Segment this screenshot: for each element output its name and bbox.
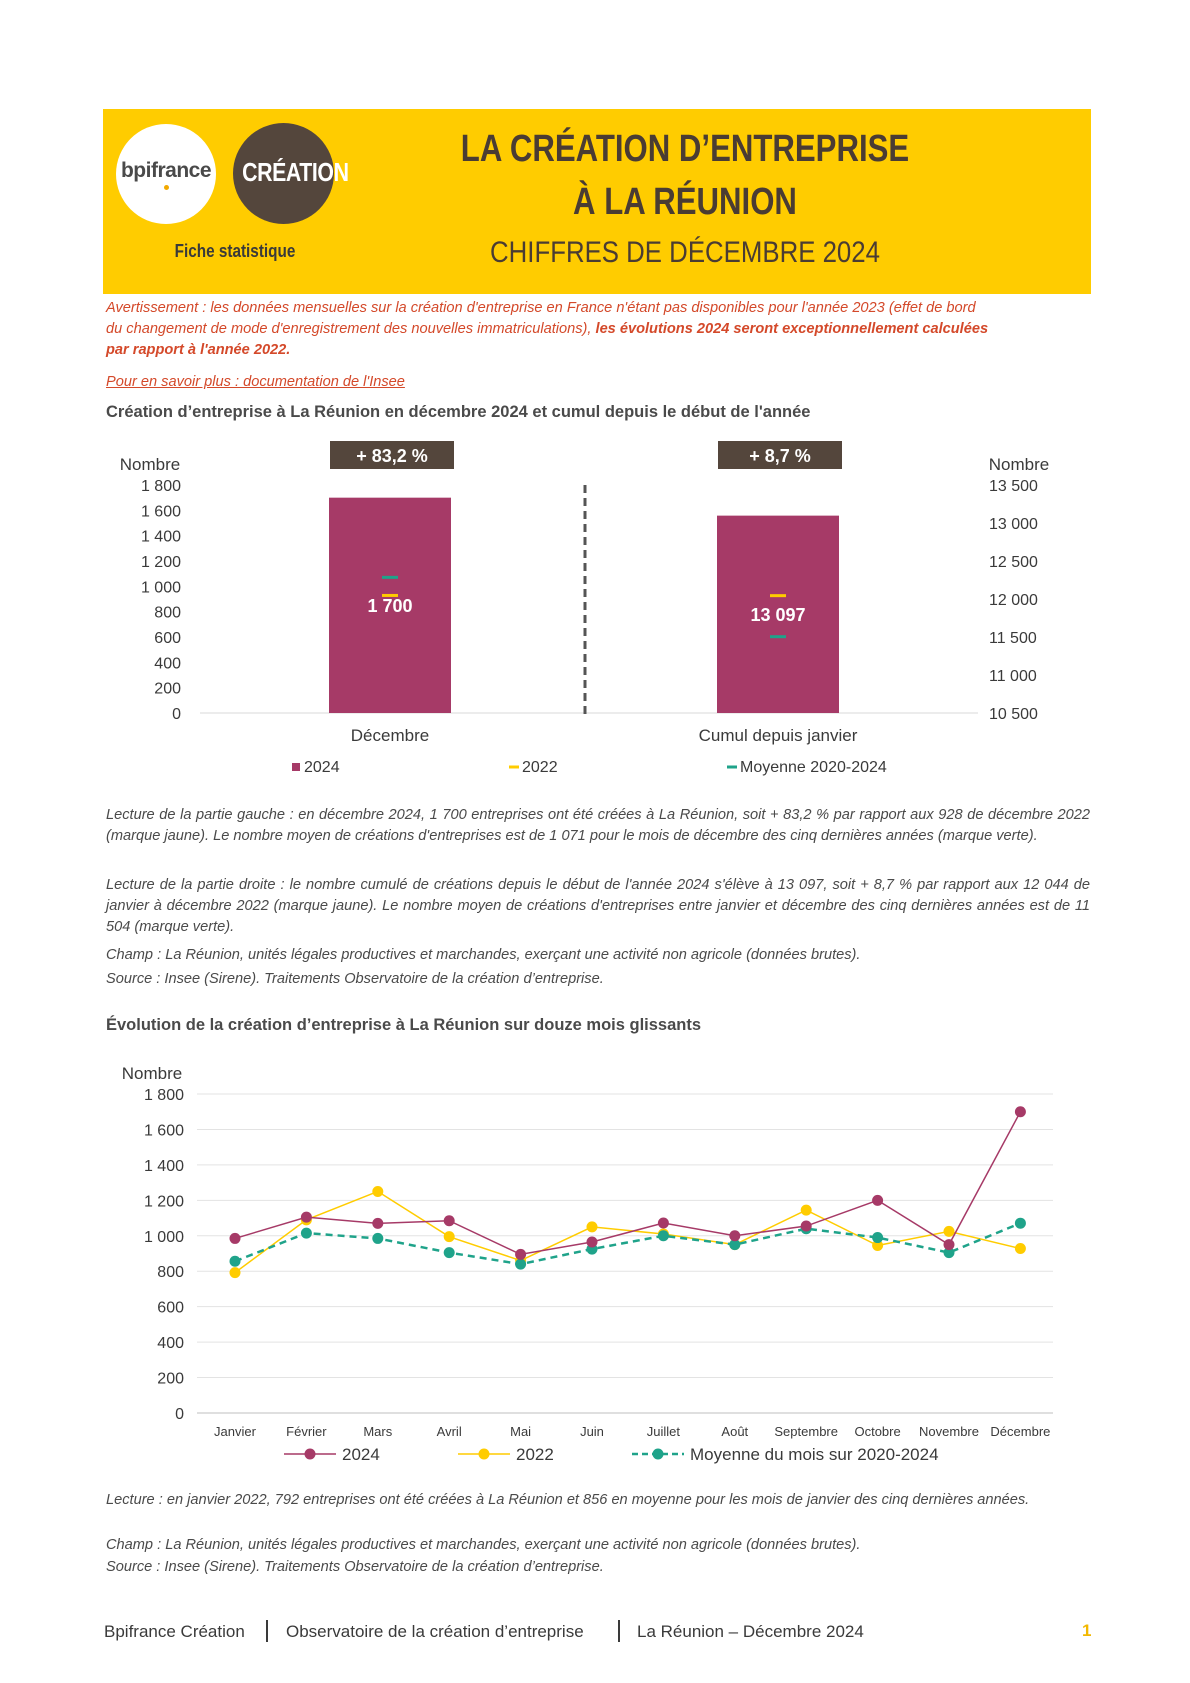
chart1-title: Création d’entreprise à La Réunion en décembre 2024 et cumul depuis le début de l'année [106, 403, 811, 421]
chart1-right-tick-label: 13 500 [989, 478, 1038, 495]
insee-documentation-link[interactable]: Pour en savoir plus : documentation de l'Insee [106, 374, 405, 390]
chart2-y-tick-label: 800 [157, 1264, 184, 1282]
chart2-data-point [301, 1212, 312, 1223]
chart2-y-tick-label: 400 [157, 1335, 184, 1353]
chart2-source: Source : Insee (Sirene). Traitements Observatoire de la création d’entreprise. [106, 1559, 604, 1575]
chart2-data-point [587, 1221, 598, 1232]
chart2-data-point [372, 1218, 383, 1229]
chart1-legend-swatch-2024 [292, 763, 300, 771]
chart2-y-tick-label: 1 600 [143, 1122, 184, 1140]
footer-separator [618, 1620, 620, 1642]
warning-line2-normal: du changement de mode d'enregistrement des nouvelles immatriculations), [106, 321, 592, 337]
warning-line3-bold: par rapport à l'année 2022. [106, 342, 291, 358]
chart2-y-tick-label: 1 400 [143, 1157, 184, 1175]
creation-logo-text: CRÉATION [242, 157, 349, 187]
chart1-lecture-right: Lecture de la partie droite : le nombre cumulé de créations depuis le début de l'année 2024 s'élève à 13 097, soit + 8,7 % par rapport aux 12 044 de janvier à décembre 2022 (marque jaune). Le nombre moyen de créations d'entreprises entre janvier et décembre des cinq dernières années est de 11 504 (marque verte). [106, 877, 1090, 935]
chart1-right-tick-label: 13 000 [989, 516, 1038, 533]
chart2-data-point [230, 1267, 241, 1278]
chart1-left-tick-label: 1 200 [140, 554, 181, 571]
chart2-series-line [235, 1112, 1020, 1255]
chart1-right-tick-label: 12 500 [989, 554, 1038, 571]
chart2-data-point [444, 1215, 455, 1226]
chart2-data-point [515, 1259, 526, 1270]
chart1-right-axis-label: Nombre [988, 455, 1050, 474]
chart2-data-point [944, 1226, 955, 1237]
chart2-data-point [658, 1218, 669, 1229]
chart2-data-point [230, 1233, 241, 1244]
fiche-statistique-label: Fiche statistique [174, 241, 296, 261]
chart2-line-chart [0, 1055, 1190, 1485]
chart1-category-label: Cumul depuis janvier [698, 726, 858, 745]
chart1-evolution-label: + 8,7 % [749, 446, 811, 466]
chart2-data-point [301, 1228, 312, 1239]
chart2-data-point [944, 1239, 955, 1250]
chart2-data-point [801, 1221, 812, 1232]
chart2-y-axis-label: Nombre [121, 1064, 183, 1083]
chart2-y-tick-label: 1 000 [143, 1228, 184, 1246]
chart2-data-point [872, 1232, 883, 1243]
chart2-champ: Champ : La Réunion, unités légales productives et marchandes, exerçant une activité non agricole (données brutes). [106, 1537, 861, 1553]
chart2-data-point [658, 1230, 669, 1241]
chart2-y-tick-label: 0 [175, 1406, 184, 1423]
warning-line2-bold: les évolutions 2024 seront exceptionnellement calculées [595, 321, 989, 337]
chart2-y-tick-label: 200 [157, 1370, 184, 1388]
chart2-x-tick-label: Septembre [774, 1424, 838, 1439]
chart2-x-tick-label: Mars [363, 1424, 393, 1439]
chart1-left-tick-label: 1 600 [140, 503, 181, 521]
chart1-bar-data-label: 13 097 [750, 605, 806, 625]
footer-brand: Bpifrance Création [104, 1622, 245, 1641]
warning-line1: Avertissement : les données mensuelles sur la création d'entreprise en France n'étant pas disponibles pour l'année 2023 (effet de bord [106, 300, 976, 316]
chart2-legend-label: 2024 [342, 1445, 380, 1464]
chart2-x-tick-label: Février [286, 1424, 327, 1439]
chart1-evolution-label: + 83,2 % [356, 446, 428, 466]
footer-region-date: La Réunion – Décembre 2024 [637, 1622, 864, 1641]
chart1-left-tick-label: 200 [154, 680, 181, 698]
chart1-left-axis-label: Nombre [119, 455, 181, 474]
chart2-legend-marker [479, 1449, 490, 1460]
chart2-x-tick-label: Mai [510, 1424, 532, 1439]
chart2-legend-label: 2022 [516, 1445, 554, 1464]
chart1-legend-label-2022: 2022 [522, 759, 558, 776]
chart2-y-tick-label: 600 [157, 1299, 184, 1317]
chart2-data-point [729, 1230, 740, 1241]
chart1-champ: Champ : La Réunion, unités légales productives et marchandes, exerçant une activité non agricole (données brutes). [106, 947, 861, 963]
warning-line3 [106, 340, 1090, 361]
chart1-left-tick-label: 1 800 [140, 478, 181, 495]
chart2-x-tick-label: Octobre [854, 1424, 901, 1439]
chart2-x-tick-label: Décembre [990, 1424, 1051, 1439]
chart2-title: Évolution de la création d’entreprise à La Réunion sur douze mois glissants [106, 1016, 702, 1034]
chart1-right-tick-label: 12 000 [989, 592, 1038, 609]
page-subtitle: CHIFFRES DE DÉCEMBRE 2024 [490, 236, 880, 269]
chart2-data-point [1015, 1243, 1026, 1254]
chart1-legend-label-2024: 2024 [304, 759, 340, 776]
chart1-source: Source : Insee (Sirene). Traitements Observatoire de la création d’entreprise. [106, 971, 604, 987]
chart1-left-tick-label: 600 [154, 630, 181, 647]
chart1-bar-chart [0, 440, 1190, 790]
chart2-legend-label: Moyenne du mois sur 2020-2024 [690, 1445, 939, 1464]
chart2-x-tick-label: Avril [436, 1424, 462, 1439]
chart2-data-point [801, 1205, 812, 1216]
chart1-legend-label-average: Moyenne 2020-2024 [740, 759, 887, 776]
chart2-x-tick-label: Novembre [919, 1424, 979, 1439]
chart2-y-tick-label: 1 800 [143, 1087, 184, 1104]
footer-observatoire: Observatoire de la création d’entreprise [286, 1622, 584, 1641]
chart2-x-tick-label: Janvier [214, 1424, 256, 1439]
chart2-data-point [372, 1186, 383, 1197]
chart2-x-tick-label: Juin [580, 1424, 604, 1439]
chart2-data-point [1015, 1218, 1026, 1229]
chart2-legend-marker [305, 1449, 316, 1460]
chart1-right-tick-label: 10 500 [989, 706, 1038, 723]
chart1-lecture-left: Lecture de la partie gauche : en décembre 2024, 1 700 entreprises ont été créées à La Réunion, soit + 83,2 % par rapport aux 928 de décembre 2022 (marque jaune). Le nombre moyen de créations d'entreprises est de 1 071 pour le mois de décembre des cinq dernières années (marque verte). [106, 807, 1090, 844]
chart1-left-tick-label: 1 000 [140, 579, 181, 597]
chart2-legend-marker [653, 1449, 664, 1460]
chart1-left-tick-label: 800 [154, 604, 181, 622]
page-number: 1 [1082, 1621, 1092, 1640]
chart2-y-tick-label: 1 200 [143, 1193, 184, 1211]
chart1-category-label: Décembre [350, 726, 430, 745]
chart1-right-tick-label: 11 000 [989, 668, 1037, 685]
chart1-left-tick-label: 0 [172, 706, 181, 723]
creation-logo [233, 123, 349, 224]
chart2-data-point [587, 1236, 598, 1247]
chart2-lecture: Lecture : en janvier 2022, 792 entreprises ont été créées à La Réunion et 856 en moyenne pour les mois de janvier des cinq dernières années. [106, 1492, 1030, 1508]
chart2-data-point [872, 1195, 883, 1206]
warning-line2 [106, 319, 1090, 340]
chart1-right-tick-label: 11 500 [989, 630, 1037, 647]
page-title-line1: LA CRÉATION D’ENTREPRISE [460, 128, 910, 170]
bpifrance-logo-text: bpifrance [120, 159, 212, 182]
chart2-x-tick-label: Juillet [646, 1424, 681, 1439]
chart2-series-line [235, 1223, 1020, 1264]
chart2-data-point [515, 1249, 526, 1260]
chart1-left-tick-label: 400 [154, 655, 181, 673]
chart2-data-point [372, 1233, 383, 1244]
chart1-bar-data-label: 1 700 [367, 596, 413, 616]
page-title-line2: À LA RÉUNION [573, 181, 797, 223]
chart2-data-point [444, 1231, 455, 1242]
chart2-data-point [444, 1247, 455, 1258]
chart2-x-tick-label: Août [721, 1424, 749, 1439]
bpifrance-logo [116, 124, 216, 224]
chart2-data-point [1015, 1106, 1026, 1117]
bpifrance-logo-dot [164, 185, 169, 190]
chart1-left-tick-label: 1 400 [140, 528, 181, 546]
chart2-data-point [230, 1256, 241, 1267]
footer-separator [266, 1620, 268, 1642]
